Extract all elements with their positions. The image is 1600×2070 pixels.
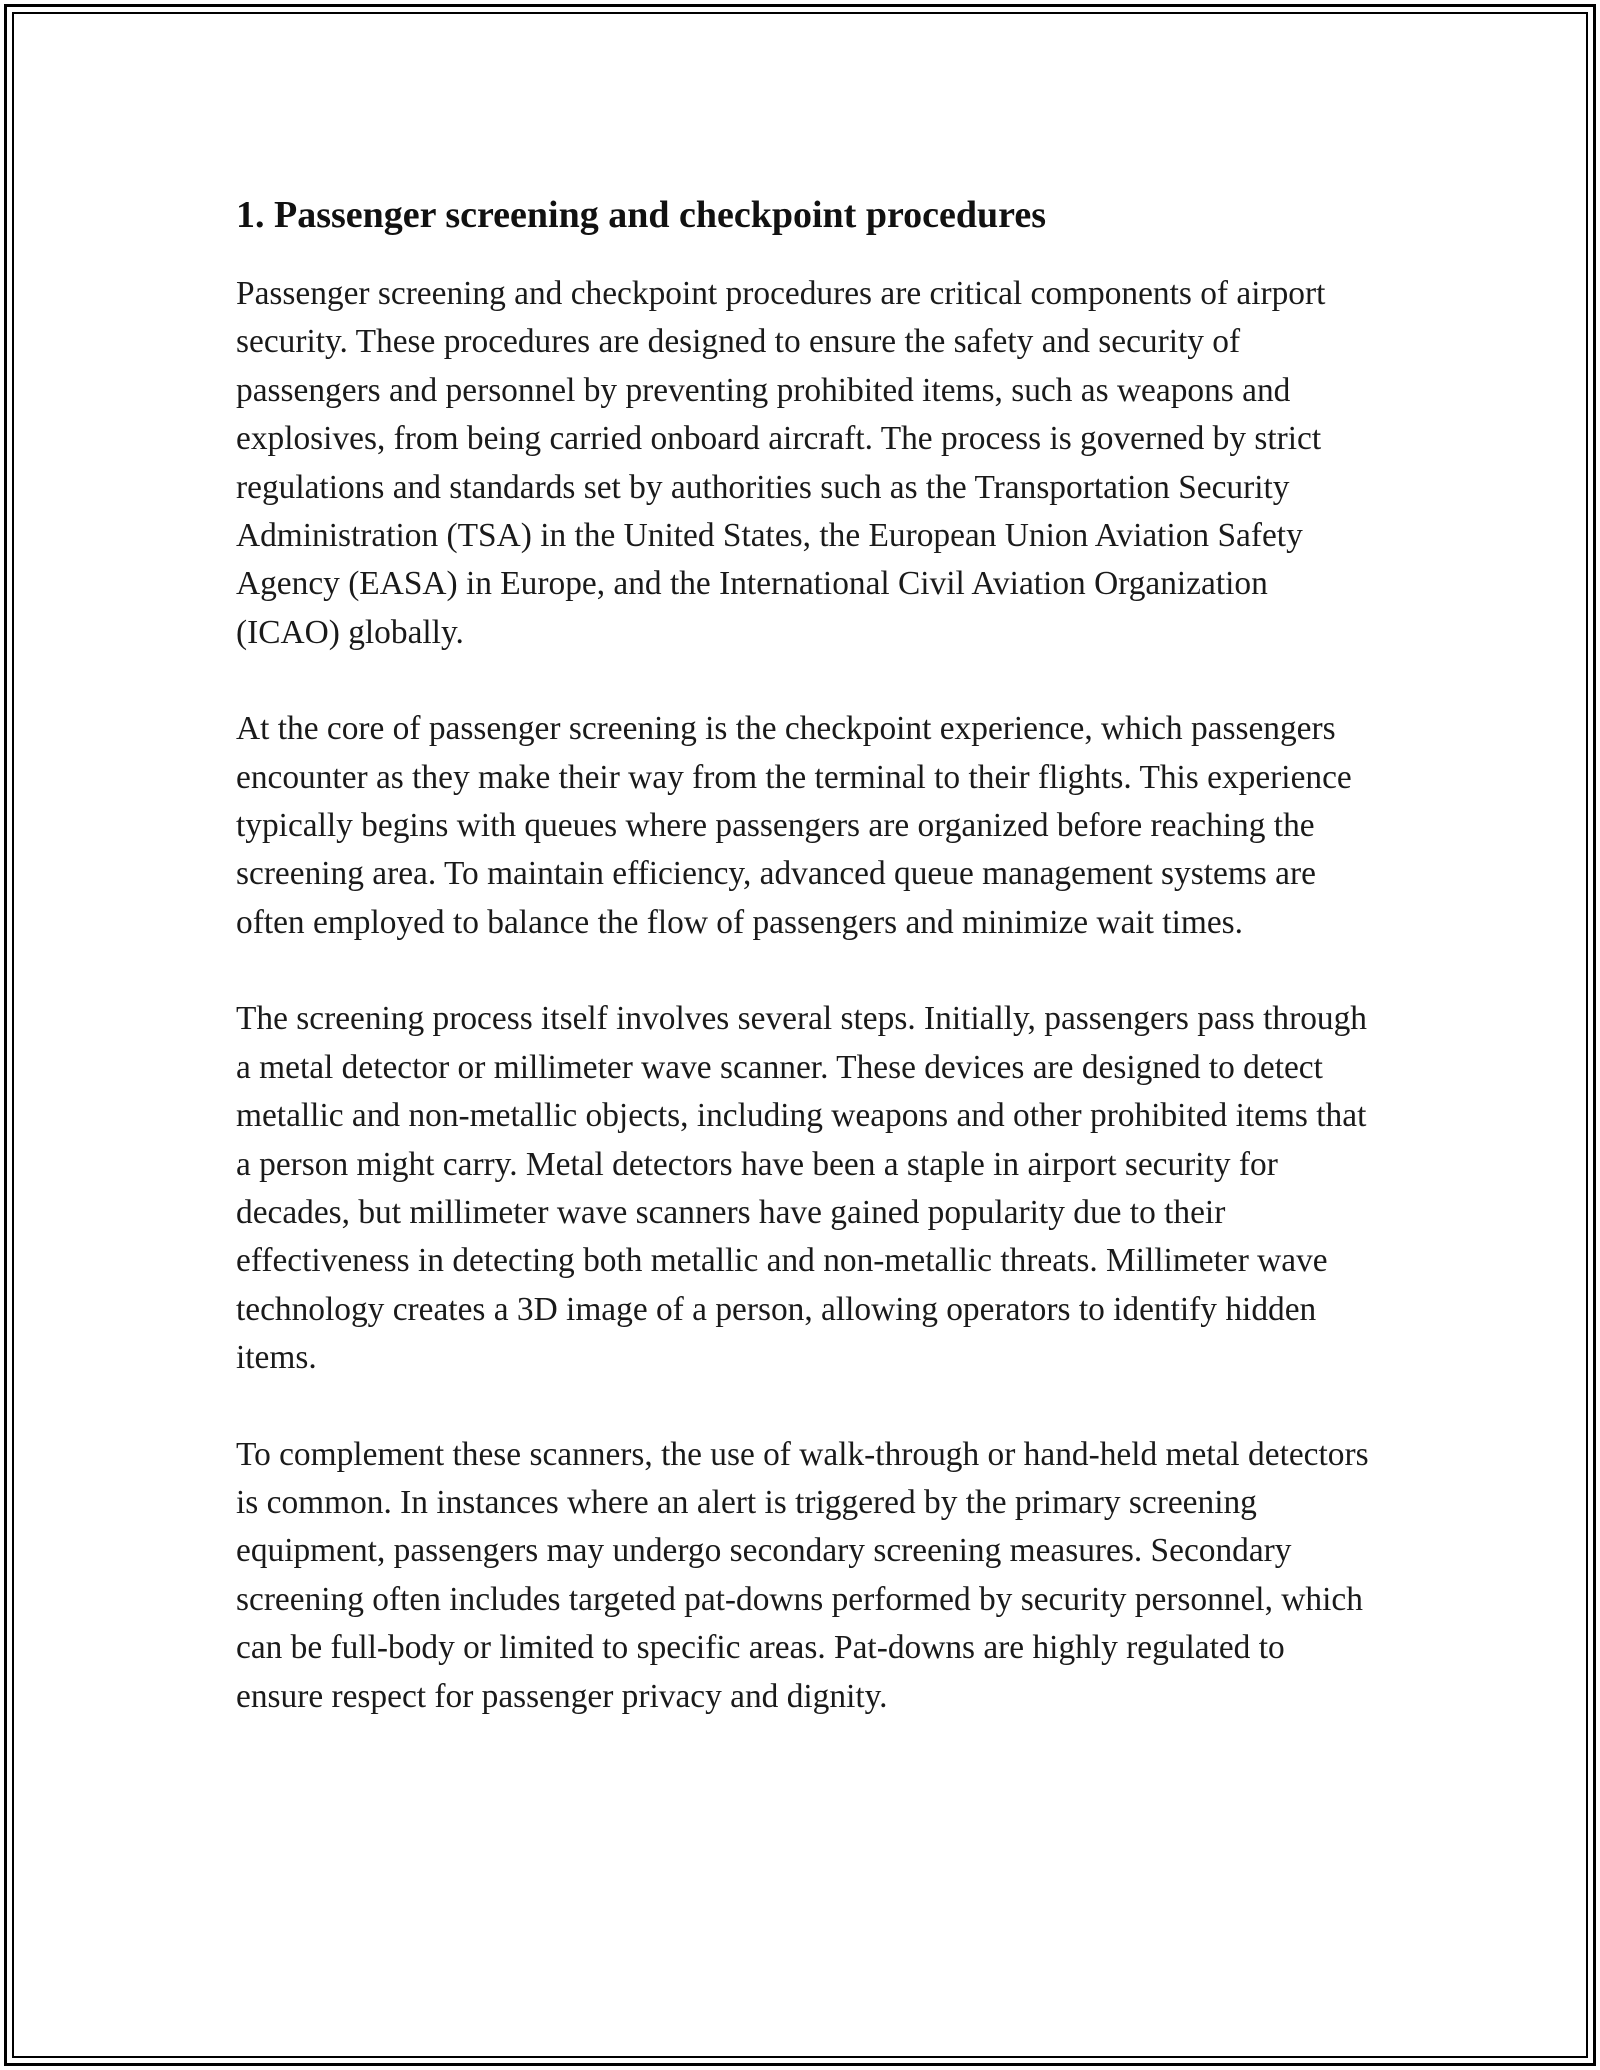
paragraph-screening-process: The screening process itself involves several steps. Initially, passengers pass through a metal detector or millimeter wave scanner. These devices are designed to detect metallic and non-metallic objects, including weapons and other prohibited items that a person might carry. Metal detectors have been a staple in airport security for decades, but millimeter wave scanners have gained popularity due to their effectiveness in detecting both metallic and non-metallic threats. Millimeter wave technology creates a 3D image of a person, allowing operators to identify hidden items. bbox=[236, 1000, 1367, 1377]
document-body bbox=[236, 186, 1376, 1769]
section-heading: 1. Passenger screening and checkpoint procedures bbox=[236, 194, 1046, 236]
paragraph-secondary-screening: To complement these scanners, the use of walk-through or hand-held metal detectors is common. In instances where an alert is triggered by the primary screening equipment, passengers may undergo secondary screening measures. Secondary screening often includes targeted pat-downs performed by security personnel, which can be full-body or limited to specific areas. Pat-downs are highly regulated to ensure respect for passenger privacy and dignity. bbox=[236, 1435, 1369, 1715]
paragraph-intro: Passenger screening and checkpoint procedures are critical components of airport security. These procedures are designed to ensure the safety and security of passengers and personnel by preventing prohibited items, such as weapons and explosives, from being carried onboard aircraft. The process is governed by strict regulations and standards set by authorities such as the Transportation Security Administration (TSA) in the United States, the European Union Aviation Safety Agency (EASA) in Europe, and the International Civil Aviation Organization (ICAO) globally. bbox=[236, 275, 1326, 651]
paragraph-checkpoint-experience: At the core of passenger screening is the checkpoint experience, which passengers encounter as they make their way from the terminal to their flights. This experience typically begins with queues where passengers are organized before reaching the screening area. To maintain efficiency, advanced queue management systems are often employed to balance the flow of passengers and minimize wait times. bbox=[236, 710, 1352, 941]
